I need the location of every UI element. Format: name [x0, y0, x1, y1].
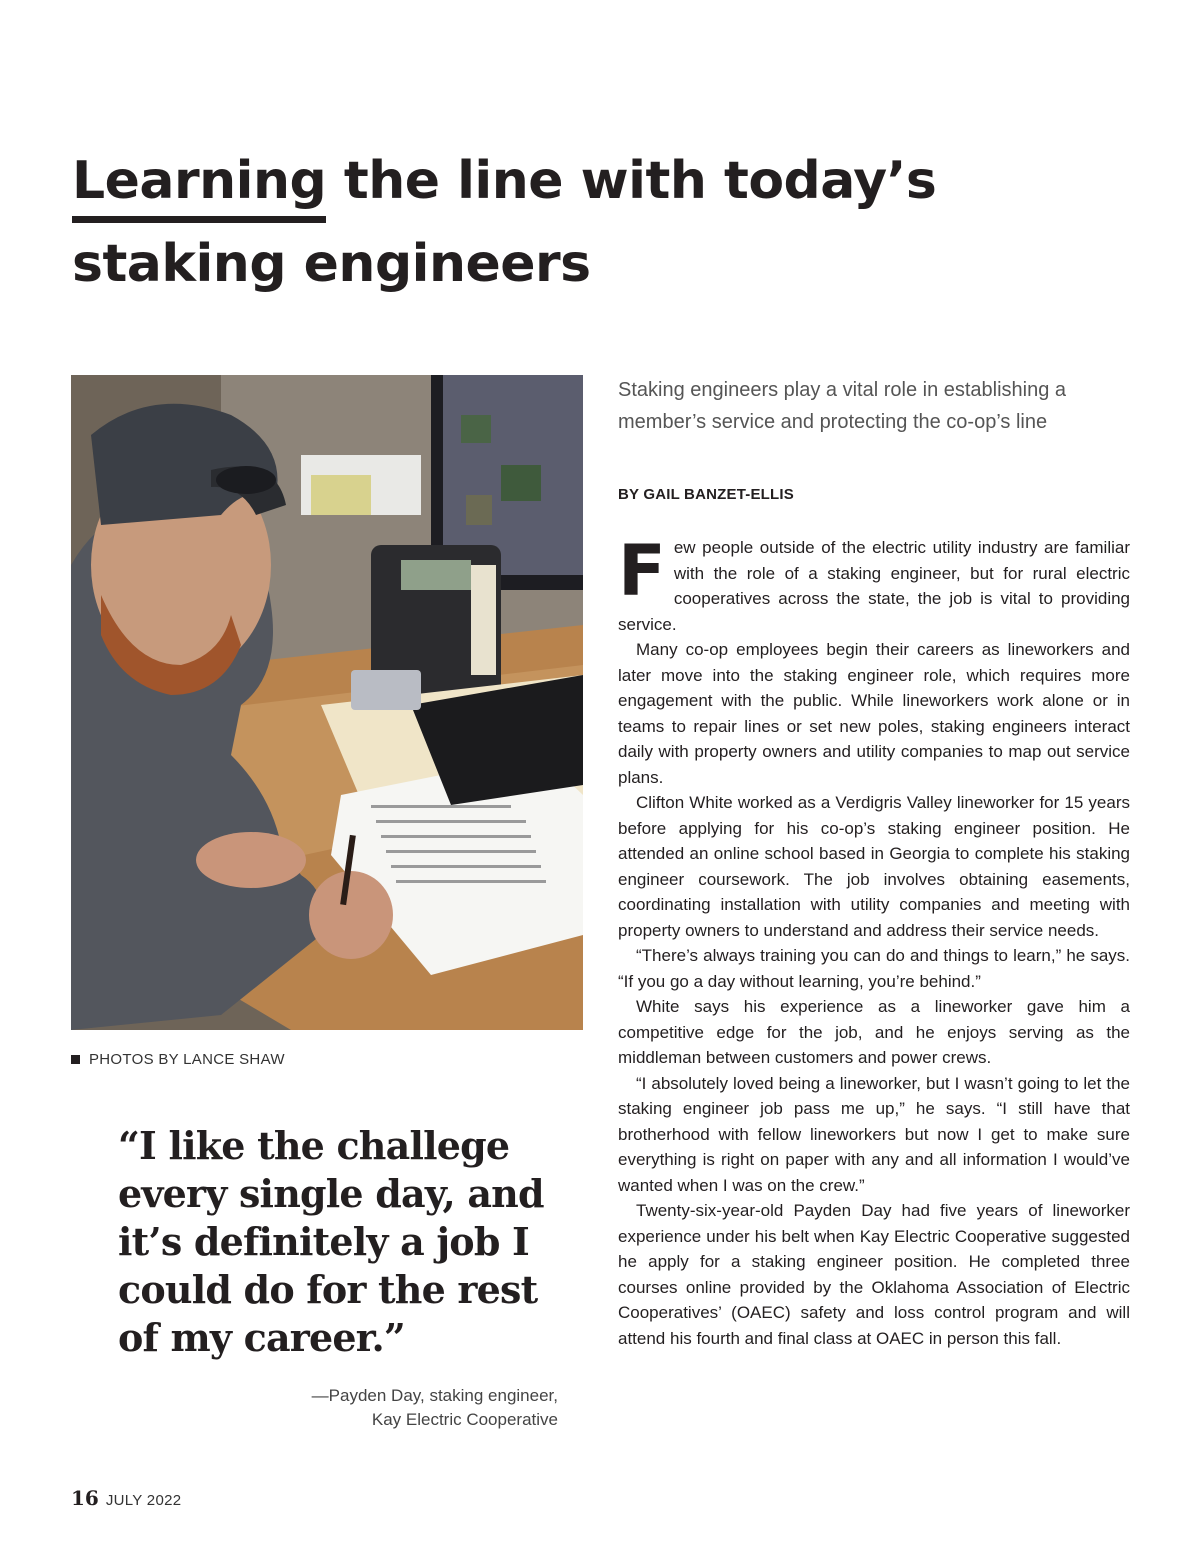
attribution-line2: Kay Electric Cooperative: [371, 1410, 558, 1429]
photo-credit-text: PHOTOS BY LANCE SHAW: [89, 1051, 285, 1068]
article-paragraph-7: Twenty-six-year-old Payden Day had five years of lineworker experience under his belt when Kay Electric Cooperative suggested he apply for a staking engineer position. He completed three courses online provided by the Oklahoma Association of Electric Cooperatives’ (OAEC) safety and loss control program and will attend his fourth and final class at OAEC in person this fall.: [618, 1201, 1130, 1348]
photo-credit: [71, 1051, 285, 1068]
page-number: 16: [71, 1486, 99, 1510]
article-body: [618, 530, 1130, 1351]
article-paragraph-5: White says his experience as a lineworker gave him a competitive edge for the job, and he enjoys serving as the middleman between customers and power crews.: [618, 997, 1130, 1067]
article-paragraph-4: “There’s always training you can do and things to learn,” he says. “If you go a day without learning, you’re behind.”: [618, 946, 1130, 991]
headline: [72, 140, 1132, 305]
page-footer: [71, 1486, 181, 1510]
drop-cap: F: [618, 530, 666, 612]
headline-underlined-word: Learning: [72, 146, 326, 223]
byline: BY GAIL BANZET-ELLIS: [618, 486, 794, 503]
article-paragraph-2: Many co-op employees begin their careers as lineworkers and later move into the staking engineer role, which requires more engagement with the public. While lineworkers work alone or in teams to repair lines or set new poles, staking engineers interact daily with property owners and utility companies to map out service plans.: [618, 640, 1130, 787]
square-bullet-icon: [71, 1055, 80, 1064]
photo-illustration: [71, 375, 583, 1030]
lead-photo: [71, 375, 583, 1030]
headline-line2: staking engineers: [72, 234, 591, 294]
paragraph-1-text: ew people outside of the electric utility industry are familiar with the role of a staking engineer, but for rural electric cooperatives across the state, the job is vital to providing service.: [618, 538, 1130, 634]
article-paragraph-3: Clifton White worked as a Verdigris Valley lineworker for 15 years before applying for his co-op’s staking engineer position. He attended an online school based in Georgia to complete his staking engineer coursework. The job involves obtaining easements, coordinating installation with utility companies and meeting with property owners to understand and address their service needs.: [618, 793, 1130, 940]
issue-date: JULY 2022: [105, 1492, 182, 1509]
pull-quote: “I like the challege every single day, and it’s definitely a job I could do for the rest of my career.”: [118, 1123, 544, 1360]
pull-quote-attribution: [312, 1384, 558, 1432]
headline-line1-rest: the line with today’s: [326, 151, 937, 211]
attribution-line1: —Payden Day, staking engineer,: [311, 1386, 558, 1405]
article-paragraph-6: “I absolutely loved being a lineworker, but I wasn’t going to let the staking engineer job pass me up,” he says. “I still have that brotherhood with fellow lineworkers but now I get to make sure everything is right on paper with any and all information I would’ve wanted when I was on the crew.”: [618, 1073, 1130, 1195]
article-paragraph-1: [618, 530, 1130, 637]
deck-subtitle: Staking engineers play a vital role in establishing a member’s service and protecting the co-op’s line: [618, 379, 1067, 433]
